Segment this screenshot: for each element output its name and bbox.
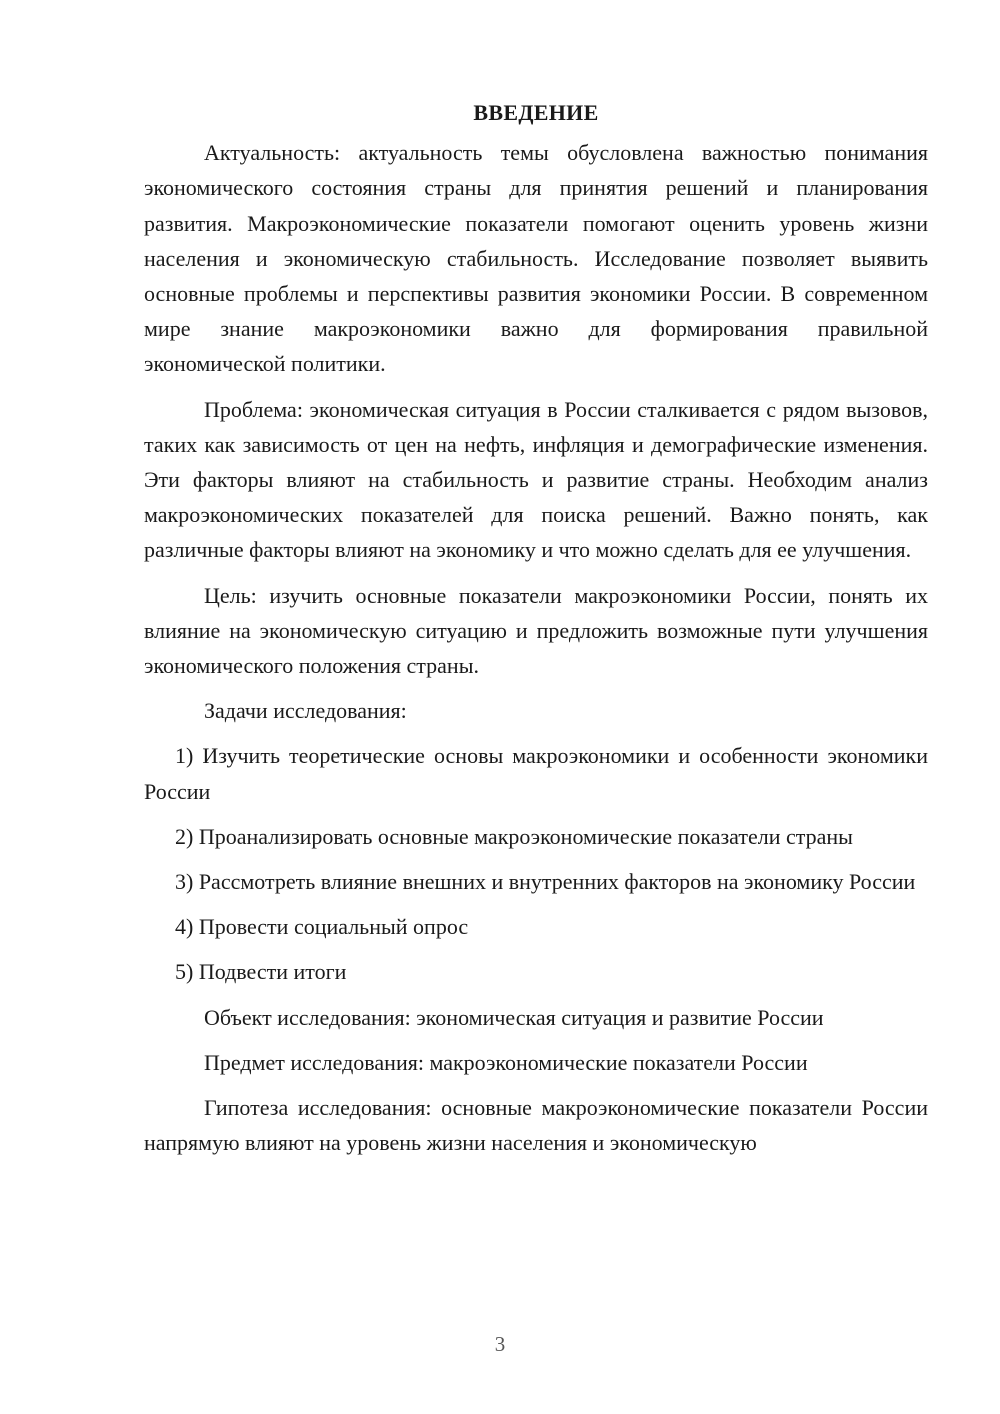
task-item-3: 3) Рассмотреть влияние внешних и внутренних факторов на экономику России	[175, 869, 916, 895]
paragraph-goal: Цель: изучить основные показатели макроэкономики России, понять их влияние на экономическую ситуацию и предложить возможные пути улучшения экономического положения страны.	[144, 582, 928, 679]
paragraph-relevance: Актуальность: актуальность темы обусловлена важностью понимания экономического состояния страны для принятия решений и планирования развития. Макроэкономические показатели помогают оценить уровень жизни населения и экономическую стабильность. Исследование позволяет выявить основные проблемы и перспективы развития экономики России. В современном мире знание макроэкономики важно для формирования правильной экономической политики.	[144, 140, 928, 377]
paragraph-object: Объект исследования: экономическая ситуация и развитие России	[204, 1004, 824, 1030]
page-content	[144, 95, 928, 1170]
paragraph-hypothesis: Гипотеза исследования: основные макроэкономические показатели России напрямую влияют на уровень жизни населения и экономическую	[144, 1095, 928, 1156]
paragraph-problem: Проблема: экономическая ситуация в России сталкивается с рядом вызовов, таких как зависимость от цен на нефть, инфляция и демографические изменения. Эти факторы влияют на стабильность и развитие страны. Необходим анализ макроэкономических показателей для поиска решений. Важно понять, как различные факторы влияют на экономику и что можно сделать для ее улучшения.	[144, 396, 928, 563]
paragraph-subject: Предмет исследования: макроэкономические показатели России	[204, 1049, 808, 1075]
task-item-5: 5) Подвести итоги	[175, 959, 347, 985]
task-item-2: 2) Проанализировать основные макроэкономические показатели страны	[175, 823, 853, 849]
section-title: ВВЕДЕНИЕ	[473, 100, 599, 125]
task-item-4: 4) Провести социальный опрос	[175, 914, 469, 940]
tasks-heading: Задачи исследования:	[204, 698, 407, 724]
task-item-1: 1) Изучить теоретические основы макроэкономики и особенности экономики России	[144, 743, 928, 804]
page-number: 3	[494, 1332, 506, 1356]
